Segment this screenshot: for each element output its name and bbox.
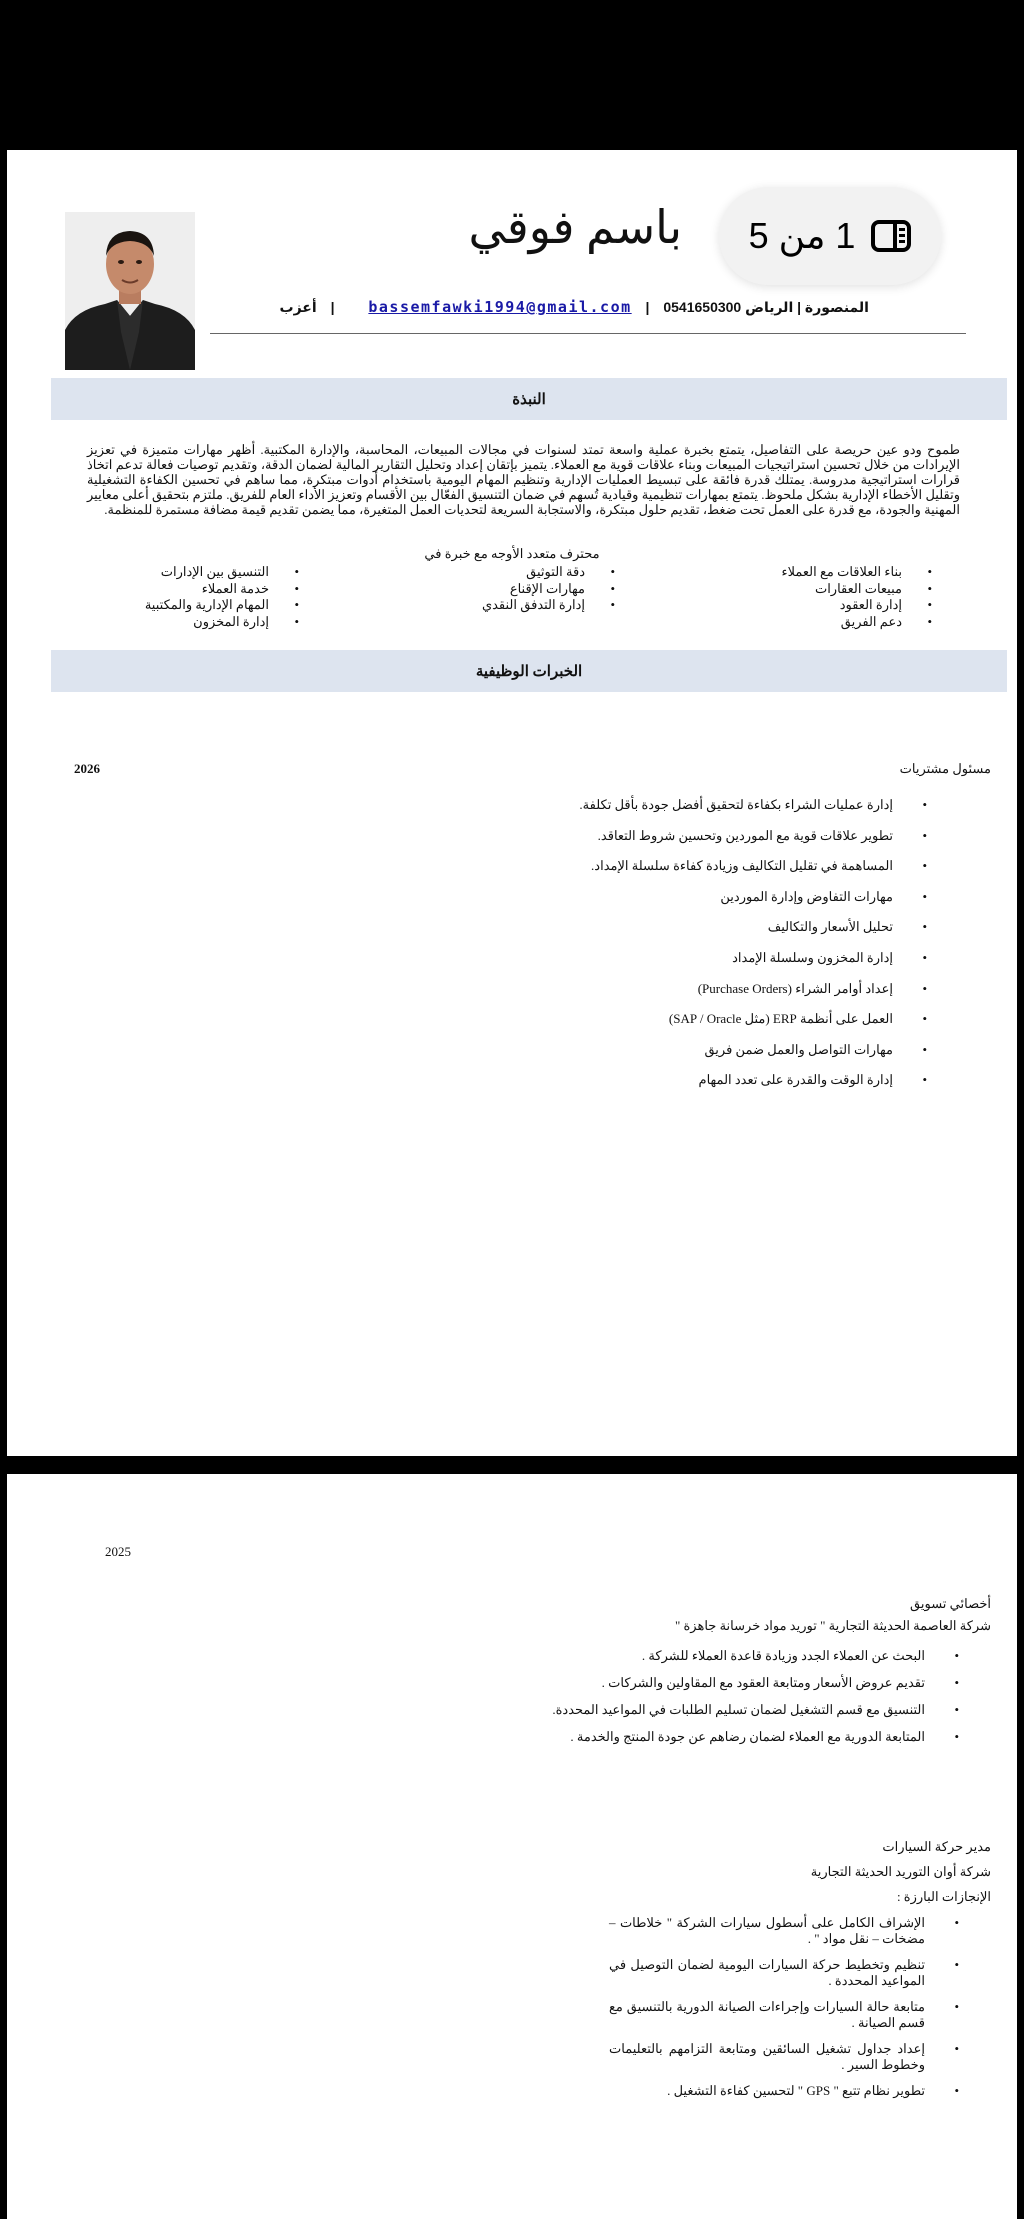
list-item: • متابعة حالة السيارات وإجراءات الصيانة الدورية بالتنسيق مع قسم الصيانة . [609, 1999, 959, 2031]
page-indicator[interactable] [719, 187, 941, 285]
separator: | [645, 299, 650, 315]
list-item: • إدارة المخزون [79, 614, 299, 631]
list-item: • إدارة الوقت والقدرة على تعدد المهام [327, 1065, 927, 1096]
separator: | [330, 299, 335, 315]
candidate-name: باسم فوقي [468, 202, 682, 253]
list-item: • مهارات الإقناع [415, 581, 615, 598]
list-item: • التنسيق مع قسم التشغيل لضمان تسليم الطلبات في المواعيد المحددة. [539, 1702, 959, 1717]
list-item: • إدارة المخزون وسلسلة الإمداد [327, 943, 927, 974]
location: المنصورة | الرياض [745, 299, 869, 315]
list-item: • المهام الإدارية والمكتبية [79, 597, 299, 614]
list-item: • مهارات التواصل والعمل ضمن فريق [327, 1035, 927, 1066]
list-item: • العمل على أنظمة ERP (مثل SAP / Oracle) [327, 1004, 927, 1035]
achievements-label: الإنجازات البارزة : [896, 1889, 991, 1904]
company-name: شركة أوان التوريد الحديثة التجارية [810, 1864, 991, 1879]
list-item: • المتابعة الدورية مع العملاء لضمان رضاهم عن جودة المنتج والخدمة . [539, 1729, 959, 1744]
list-item: • التنسيق بين الإدارات [79, 564, 299, 581]
list-item: • تطوير علاقات قوية مع الموردين وتحسين شروط التعاقد. [327, 821, 927, 852]
profile-summary: طموح ودو عين حريصة على التفاصيل، يتمتع بخبرة عملية واسعة تمتد لسنوات في مجالات المبيعات، المحاسبة، والإدارة المكتبية. أظهر مهارات متميزة في تعزيز الإيرادات من خلال تحسين استراتيجيات المبيعات وبناء علاقات قوية مع العملاء. يتميز بإتقان إعداد وتحليل التقارير المالية لضمان الدقة، وتقديم توصيات فعالة تدعم اتخاذ قرارات استراتيجية مدروسة. يمتلك قدرة فائقة على تبسيط العمليات الإدارية وتنظيم المهام اليومية باستخدام أدوات مبتكرة، مما ساهم في تحسين الكفاءة التشغيلية وتقليل الأخطاء الإدارية بشكل ملحوظ. يتمتع بمهارات تنظيمية وقيادية تُسهم في ضمان التنسيق الفعّال بين الأقسام وتعزيز الأداء العام للفريق. ملتزم بتحقيق أعلى معايير المهنية والجودة، مع قدرة على العمل تحت ضغط، تقديم حلول مبتكرة، والاستجابة السريعة لتحديات العمل المتغيرة، مما يضمن تقديم قيمة مضافة مستمرة للمنظمة. [87, 442, 960, 517]
job2-duties [539, 1648, 959, 1744]
list-item: • إدارة العقود [692, 597, 932, 614]
contact-line [280, 298, 869, 316]
skills-column-1 [692, 564, 932, 630]
job-title: أخصائي تسويق [910, 1596, 991, 1611]
job-year: 2025 [105, 1544, 131, 1559]
list-item: • خدمة العملاء [79, 581, 299, 598]
list-item: • دعم الفريق [692, 614, 932, 631]
experience-section-heading: الخبرات الوظيفية [51, 650, 1007, 692]
skills-heading: محترف متعدد الأوجه مع خبرة في [424, 546, 600, 561]
list-item: • الإشراف الكامل على أسطول سيارات الشركة " خلاطات – مضخات – نقل مواد " . [609, 1915, 959, 1947]
list-item: • إعداد أوامر الشراء (Purchase Orders) [327, 974, 927, 1005]
list-item: • دقة التوثيق [415, 564, 615, 581]
job3-duties [609, 1915, 959, 2099]
list-item: • إدارة التدفق النقدي [415, 597, 615, 614]
list-item: • المساهمة في تقليل التكاليف وزيادة كفاءة سلسلة الإمداد. [327, 851, 927, 882]
skills-column-2 [415, 564, 615, 614]
job-title: مسئول مشتريات [899, 761, 991, 776]
list-item: • البحث عن العملاء الجدد وزيادة قاعدة العملاء للشركة . [539, 1648, 959, 1663]
email-link[interactable]: bassemfawki1994@gmail.com [368, 298, 632, 316]
job-title: مدير حركة السيارات [882, 1839, 991, 1854]
list-item: • تقديم عروض الأسعار ومتابعة العقود مع المقاولين والشركات . [539, 1675, 959, 1690]
document-page-1 [7, 150, 1017, 1456]
list-item: • تطوير نظام تتبع " GPS " لتحسين كفاءة التشغيل . [609, 2083, 959, 2099]
list-item: • تنظيم وتخطيط حركة السيارات اليومية لضمان التوصيل في المواعيد المحددة . [609, 1957, 959, 1989]
phone: 0541650300 [663, 299, 742, 315]
profile-section-heading: النبذة [51, 378, 1007, 420]
reader-icon [871, 220, 911, 252]
skills-column-3 [79, 564, 299, 630]
list-item: • مهارات التفاوض وإدارة الموردين [327, 882, 927, 913]
profile-photo [65, 212, 195, 370]
job1-duties [327, 790, 927, 1096]
list-item: • إدارة عمليات الشراء بكفاءة لتحقيق أفضل جودة بأقل تكلفة. [327, 790, 927, 821]
list-item: • تحليل الأسعار والتكاليف [327, 912, 927, 943]
header-divider [210, 333, 966, 334]
list-item: • مبيعات العقارات [692, 581, 932, 598]
page-indicator-label: 1 من 5 [748, 215, 856, 256]
list-item: • إعداد جداول تشغيل السائقين ومتابعة التزامهم بالتعليمات وخطوط السير . [609, 2041, 959, 2073]
company-name: شركة العاصمة الحديثة التجارية " توريد مواد خرسانة جاهزة " [674, 1618, 991, 1633]
document-page-2 [7, 1474, 1017, 2219]
job-year: 2026 [74, 761, 100, 776]
marital-status: أعزب [279, 299, 317, 315]
list-item: • بناء العلاقات مع العملاء [692, 564, 932, 581]
